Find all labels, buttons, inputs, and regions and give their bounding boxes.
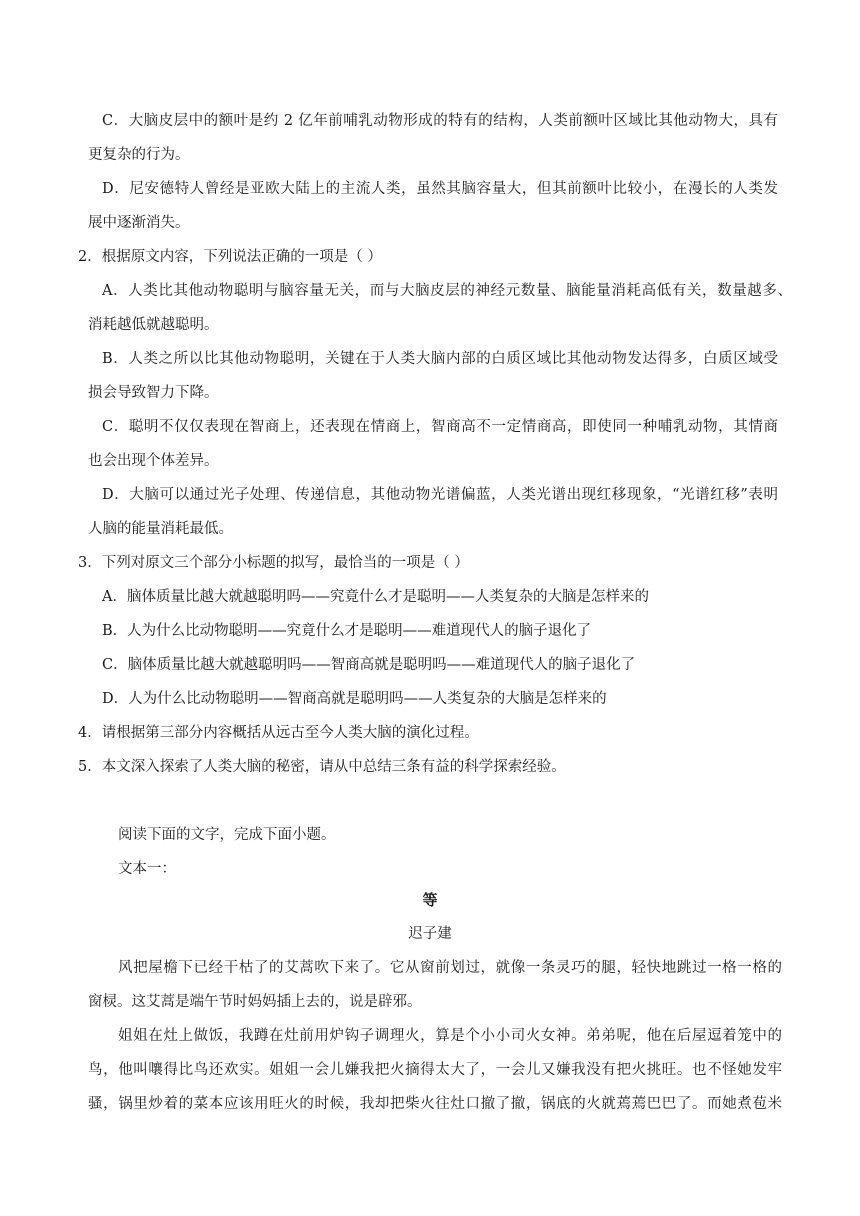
- q2-option-c-line1: C．聪明不仅仅表现在智商上，还表现在情商上，智商高不一定情商高，即使同一种哺乳动物，其情商: [102, 419, 778, 435]
- q3-option-b: B．人为什么比动物聪明——究竟什么才是聪明——难道现代人的脑子退化了: [102, 623, 592, 639]
- passage-title: 等: [422, 891, 438, 909]
- q2-option-c-line2: 也会出现个体差异。: [88, 453, 219, 469]
- q1-option-c-line2: 更复杂的行为。: [88, 147, 190, 163]
- paragraph-2-line1: 姐姐在灶上做饭，我蹲在灶前用炉钩子调理火，算是个小小司火女神。弟弟呢，他在后屋逗着笼中的: [118, 1028, 782, 1044]
- reading-instruction: 阅读下面的文字，完成下面小题。: [118, 827, 336, 843]
- question-5: 5．本文深入探索了人类大脑的秘密，请从中总结三条有益的科学探索经验。: [78, 759, 566, 775]
- q3-stem: 3．下列对原文三个部分小标题的拟写，最恰当的一项是（ ）: [78, 555, 469, 571]
- question-4: 4．请根据第三部分内容概括从远古至今人类大脑的演化过程。: [78, 725, 479, 741]
- q3-option-a: A．脑体质量比越大就越聪明吗——究竟什么才是聪明——人类复杂的大脑是怎样来的: [102, 589, 649, 605]
- q2-option-d-line1: D．大脑可以通过光子处理、传递信息，其他动物光谱偏蓝，人类光谱出现红移现象，“光谱红移”表明: [102, 487, 778, 503]
- q1-option-d-line1: D．尼安德特人曾经是亚欧大陆上的主流人类，虽然其脑容量大，但其前额叶比较小，在漫长的人类发: [102, 181, 778, 197]
- q2-option-d-line2: 人脑的能量消耗最低。: [88, 521, 233, 537]
- passage-author: 迟子建: [408, 926, 452, 942]
- q3-option-c: C．脑体质量比越大就越聪明吗——智商高就是聪明吗——难道现代人的脑子退化了: [102, 657, 636, 673]
- paragraph-2-line3: 骚，锅里炒着的菜本应该用旺火的时候，我却把柴火往灶口撤了撤，锅底的火就蔫蔫巴巴了。而她煮苞米: [88, 1096, 782, 1112]
- q2-stem: 2．根据原文内容，下列说法正确的一项是（ ）: [78, 249, 382, 265]
- q2-option-b-line2: 损会导致智力下降。: [88, 385, 219, 401]
- q3-option-d: D．人为什么比动物聪明——智商高就是聪明吗——人类复杂的大脑是怎样来的: [102, 691, 607, 707]
- q2-option-a-line2: 消耗越低就越聪明。: [88, 317, 219, 333]
- paragraph-1-line2: 窗棂。这艾蒿是端午节时妈妈插上去的，说是辟邪。: [88, 994, 422, 1010]
- paragraph-2-line2: 鸟，他叫嚷得比鸟还欢实。姐姐一会儿嫌我把火摘得太大了，一会儿又嫌我没有把火挑旺。也不怪她发牢: [88, 1062, 782, 1078]
- q1-option-d-line2: 展中逐渐消失。: [88, 215, 190, 231]
- paragraph-1-line1: 风把屋檐下已经干枯了的艾蒿吹下来了。它从窗前划过，就像一条灵巧的腿，轻快地跳过一格一格的: [118, 960, 782, 976]
- q1-option-c-line1: C．大脑皮层中的额叶是约 2 亿年前哺乳动物形成的特有的结构，人类前额叶区域比其他动物大，具有: [102, 113, 778, 129]
- q2-option-a-line1: A．人类比其他动物聪明与脑容量无关，而与大脑皮层的神经元数量、脑能量消耗高低有关，数量越多、: [102, 283, 792, 299]
- text1-label: 文本一：: [118, 861, 176, 877]
- q2-option-b-line1: B．人类之所以比其他动物聪明，关键在于人类大脑内部的白质区域比其他动物发达得多，白质区域受: [102, 351, 778, 367]
